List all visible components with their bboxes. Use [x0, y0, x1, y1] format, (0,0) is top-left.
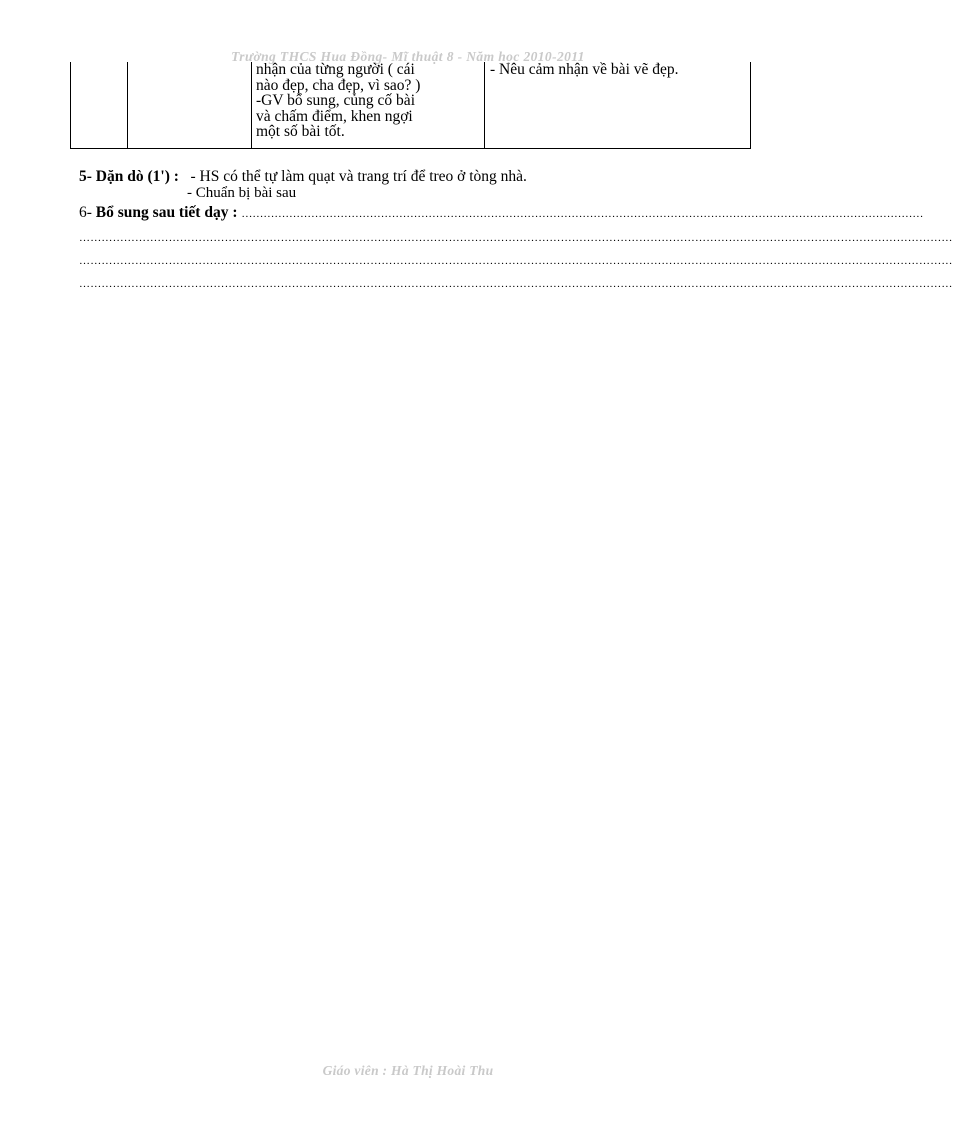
blank-line: ………………………………………………………………………………………………………………………………………………………………………………………………………………: [79, 232, 953, 244]
section-6-number: 6-: [79, 204, 92, 221]
section-6-dots: ……………………………………………………………………………………………………………………………………………………………………: [241, 208, 924, 220]
section-5-line-2: - Chuẩn bị bài sau: [187, 185, 297, 201]
student-activity-cell: [485, 62, 751, 148]
blank-line: ………………………………………………………………………………………………………………………………………………………………………………………………………………: [79, 278, 953, 290]
section-6-supplement: [79, 204, 924, 222]
table-cell-1: [71, 62, 128, 148]
student-activity-line: - Nêu cảm nhận về bài vẽ đẹp.: [490, 61, 679, 78]
teacher-activity-cell: [252, 62, 485, 148]
table-row: [71, 62, 751, 148]
teacher-activity-line: nào đẹp, cha đẹp, vì sao? ): [256, 76, 421, 94]
lesson-table: [70, 62, 751, 149]
table-cell-2: [128, 62, 252, 148]
section-6-title: Bổ sung sau tiết dạy :: [95, 204, 238, 221]
section-5-line-1: - HS có thể tự làm quạt và trang trí để treo ở tòng nhà.: [190, 168, 527, 185]
teacher-activity-line: -GV bổ sung, củng cố bài: [256, 92, 415, 109]
teacher-activity-line: một số bài tốt.: [256, 123, 345, 140]
section-5-title: 5- Dặn dò (1') :: [79, 168, 179, 185]
page-footer: Giáo viên : Hà Thị Hoài Thu: [322, 1063, 494, 1078]
section-5-homework: [79, 168, 527, 186]
teacher-activity-line: và chấm điểm, khen ngợi: [256, 107, 413, 125]
page-header: Trường THCS Hua Đồng- Mĩ thuật 8 - Năm học 2010-2011: [231, 49, 585, 64]
blank-line: ………………………………………………………………………………………………………………………………………………………………………………………………………………: [79, 255, 953, 267]
teacher-activity-line: nhận của từng người ( cái: [256, 61, 415, 78]
